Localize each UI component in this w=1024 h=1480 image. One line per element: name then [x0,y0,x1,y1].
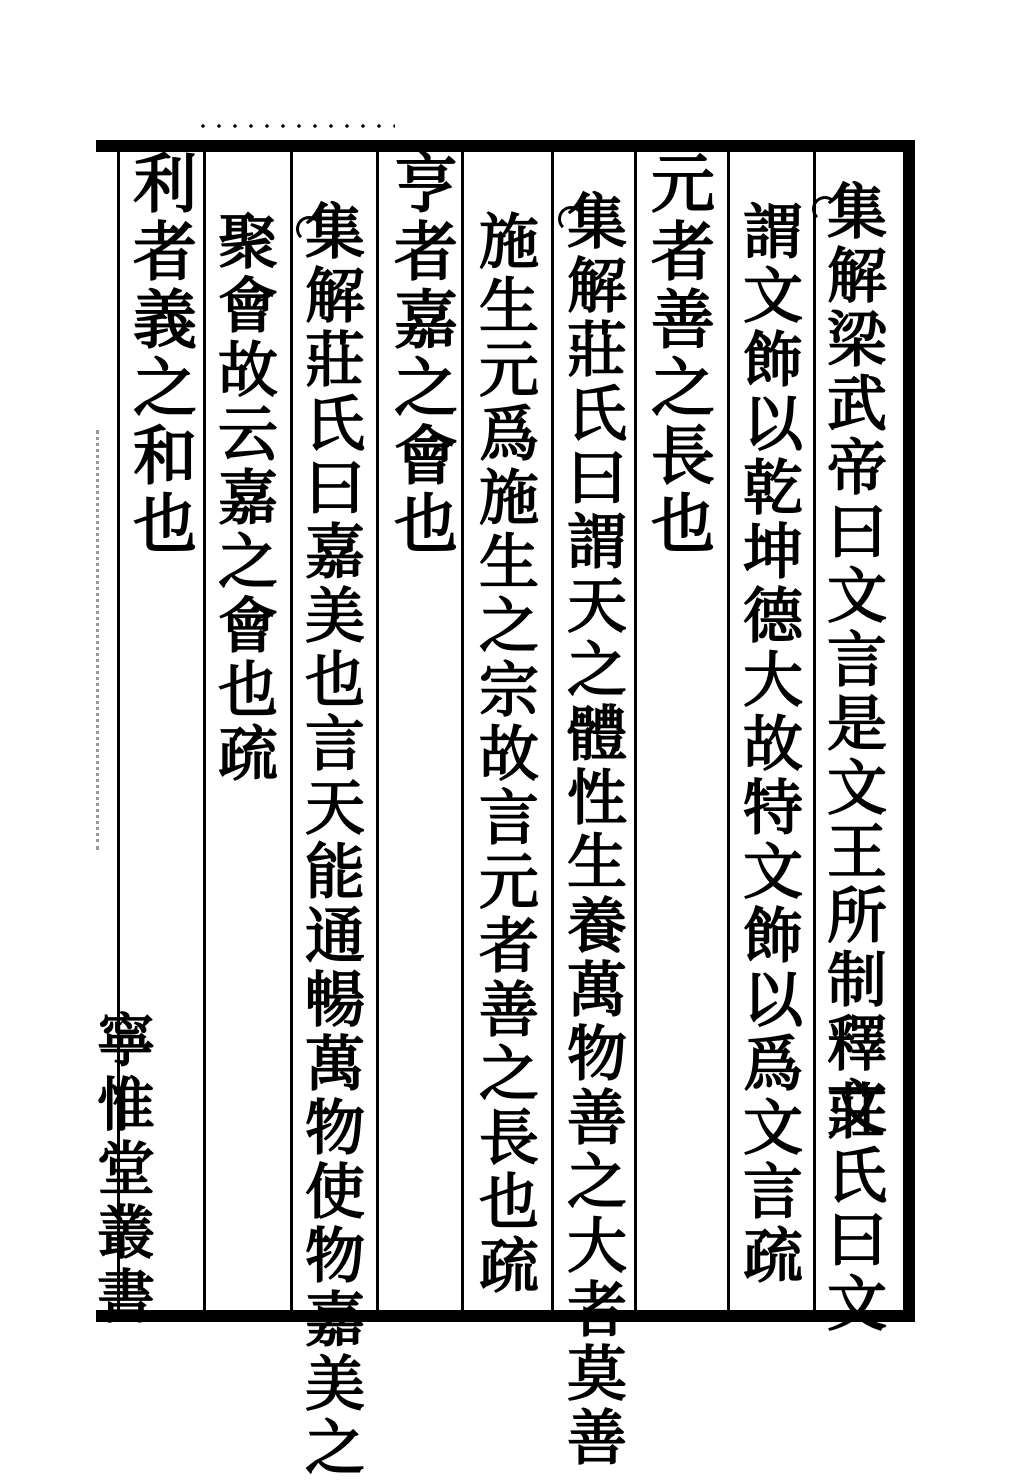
text-column-6: 亨者嘉之會也 [383,150,458,558]
column-divider [813,152,816,1310]
annotation-bracket [558,206,584,232]
text-column-4: 集解莊氏曰謂天之體性生養萬物善之大者莫善 [557,190,627,1470]
frame-bottom-rule [96,1310,914,1322]
column-divider [551,152,554,1310]
column-divider [461,152,464,1310]
text-column-8: 聚會故云嘉之會也疏 [208,210,278,786]
spine-publisher-text: 寧惟堂叢書 [87,1010,155,1330]
column-divider [376,152,379,1310]
text-column-3: 元者善之長也 [640,150,715,558]
annotation-bracket [812,196,838,222]
column-divider [203,152,206,1310]
text-column-5: 施生元爲施生之宗故言元者善之長也疏 [469,210,539,1298]
top-dots [195,124,395,128]
spine-marks [96,430,113,850]
text-column-9: 利者義之和也 [122,150,197,558]
column-divider [634,152,637,1310]
column-divider [290,152,293,1310]
frame-right-rule [903,140,915,1322]
text-column-2: 謂文飾以乾坤德大故特文飾以爲文言疏 [733,200,803,1288]
text-column-1: 集解梁武帝曰文言是文王所制釋文 [817,180,887,1140]
text-column-1b: 莊氏曰文 [817,1080,887,1336]
column-divider [727,152,730,1310]
frame-top-rule [96,140,914,152]
text-column-7: 集解莊氏曰嘉美也言天能通暢萬物使物嘉美之 [295,200,365,1480]
annotation-bracket [296,216,322,242]
